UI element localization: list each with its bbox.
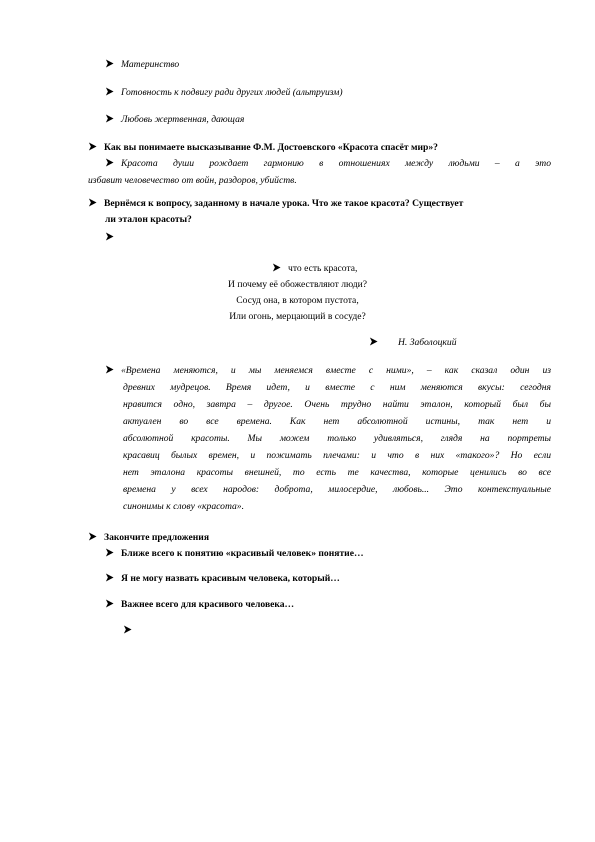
quote-line: древних мудрецов. Время идет, и вместе с ним меняются вкусы: сегодня bbox=[123, 382, 551, 393]
question-text: ли эталон красоты? bbox=[105, 214, 192, 225]
arrow-bullet-icon bbox=[105, 599, 114, 608]
task-item: Важнее всего для красивого человека… bbox=[105, 599, 294, 611]
poem-line: И почему её обожествляют люди? bbox=[228, 279, 367, 290]
quote-line: нет эталона красоты внешней, то есть те качества, которые ценились во все bbox=[123, 467, 551, 478]
arrow-bullet-icon bbox=[105, 232, 114, 241]
list-item-text: Любовь жертвенная, дающая bbox=[121, 114, 245, 125]
answer-text: Красота души рождает гармонию в отношениях между людьми – а это bbox=[121, 158, 551, 169]
quote-line: нравится одно, завтра – другое. Очень трудно найти эталон, который был бы bbox=[123, 399, 551, 410]
quote-line: красавиц былых времен, и пожимать плечами: и что в них «такого»? Но если bbox=[123, 450, 551, 461]
arrow-bullet-icon bbox=[272, 263, 281, 272]
task-title: Закончите предложения bbox=[88, 532, 209, 544]
answer-line bbox=[88, 175, 297, 187]
poem-line: что есть красота, bbox=[272, 263, 357, 275]
answer-text: избавит человечество от войн, раздоров, убийств. bbox=[88, 175, 297, 186]
poem-author: Н. Заболоцкий bbox=[369, 337, 457, 349]
arrow-bullet-icon bbox=[88, 142, 97, 151]
quote-line: «Времена меняются, и мы меняемся вместе с ними», – как сказал один из bbox=[105, 365, 551, 377]
arrow-bullet-icon bbox=[105, 158, 114, 167]
empty-list-item bbox=[105, 232, 121, 244]
quote-line: актуален во все времена. Как нет абсолютной истины, так нет и bbox=[123, 416, 551, 427]
list-item-text: Материнство bbox=[121, 59, 180, 70]
question-beauty bbox=[88, 198, 463, 210]
arrow-bullet-icon bbox=[105, 59, 114, 68]
empty-list-item bbox=[123, 625, 139, 637]
list-item-text: Готовность к подвигу ради других людей (альтруизм) bbox=[121, 87, 343, 98]
arrow-bullet-icon bbox=[123, 625, 132, 634]
arrow-bullet-icon bbox=[105, 548, 114, 557]
arrow-bullet-icon bbox=[369, 337, 378, 346]
quote-line: абсолютной красоты. Мы можем только удивляться, глядя на портреты bbox=[123, 433, 551, 444]
arrow-bullet-icon bbox=[88, 198, 97, 207]
answer-line bbox=[105, 158, 551, 170]
question-dostoevsky bbox=[88, 142, 438, 154]
arrow-bullet-icon bbox=[105, 573, 114, 582]
poem-line: Сосуд она, в котором пустота, bbox=[236, 295, 359, 306]
list-item bbox=[105, 87, 343, 99]
task-item: Я не могу назвать красивым человека, который… bbox=[105, 573, 340, 585]
question-text: Вернёмся к вопросу, заданному в начале урока. Что же такое красота? Существует bbox=[104, 198, 464, 209]
list-item bbox=[105, 59, 179, 71]
quote-line: времена у всех народов: доброта, милосердие, любовь... Это контекстуальные bbox=[123, 484, 551, 495]
arrow-bullet-icon bbox=[105, 114, 114, 123]
arrow-bullet-icon bbox=[105, 365, 114, 374]
list-item bbox=[105, 114, 244, 126]
poem-line: Или огонь, мерцающий в сосуде? bbox=[229, 311, 366, 322]
quote-line: синонимы к слову «красота». bbox=[123, 501, 244, 512]
question-line bbox=[105, 214, 192, 226]
task-item: Ближе всего к понятию «красивый человек» понятие… bbox=[105, 548, 364, 560]
question-text: Как вы понимаете высказывание Ф.М. Достоевского «Красота спасёт мир»? bbox=[104, 142, 438, 153]
arrow-bullet-icon bbox=[105, 87, 114, 96]
arrow-bullet-icon bbox=[88, 532, 97, 541]
